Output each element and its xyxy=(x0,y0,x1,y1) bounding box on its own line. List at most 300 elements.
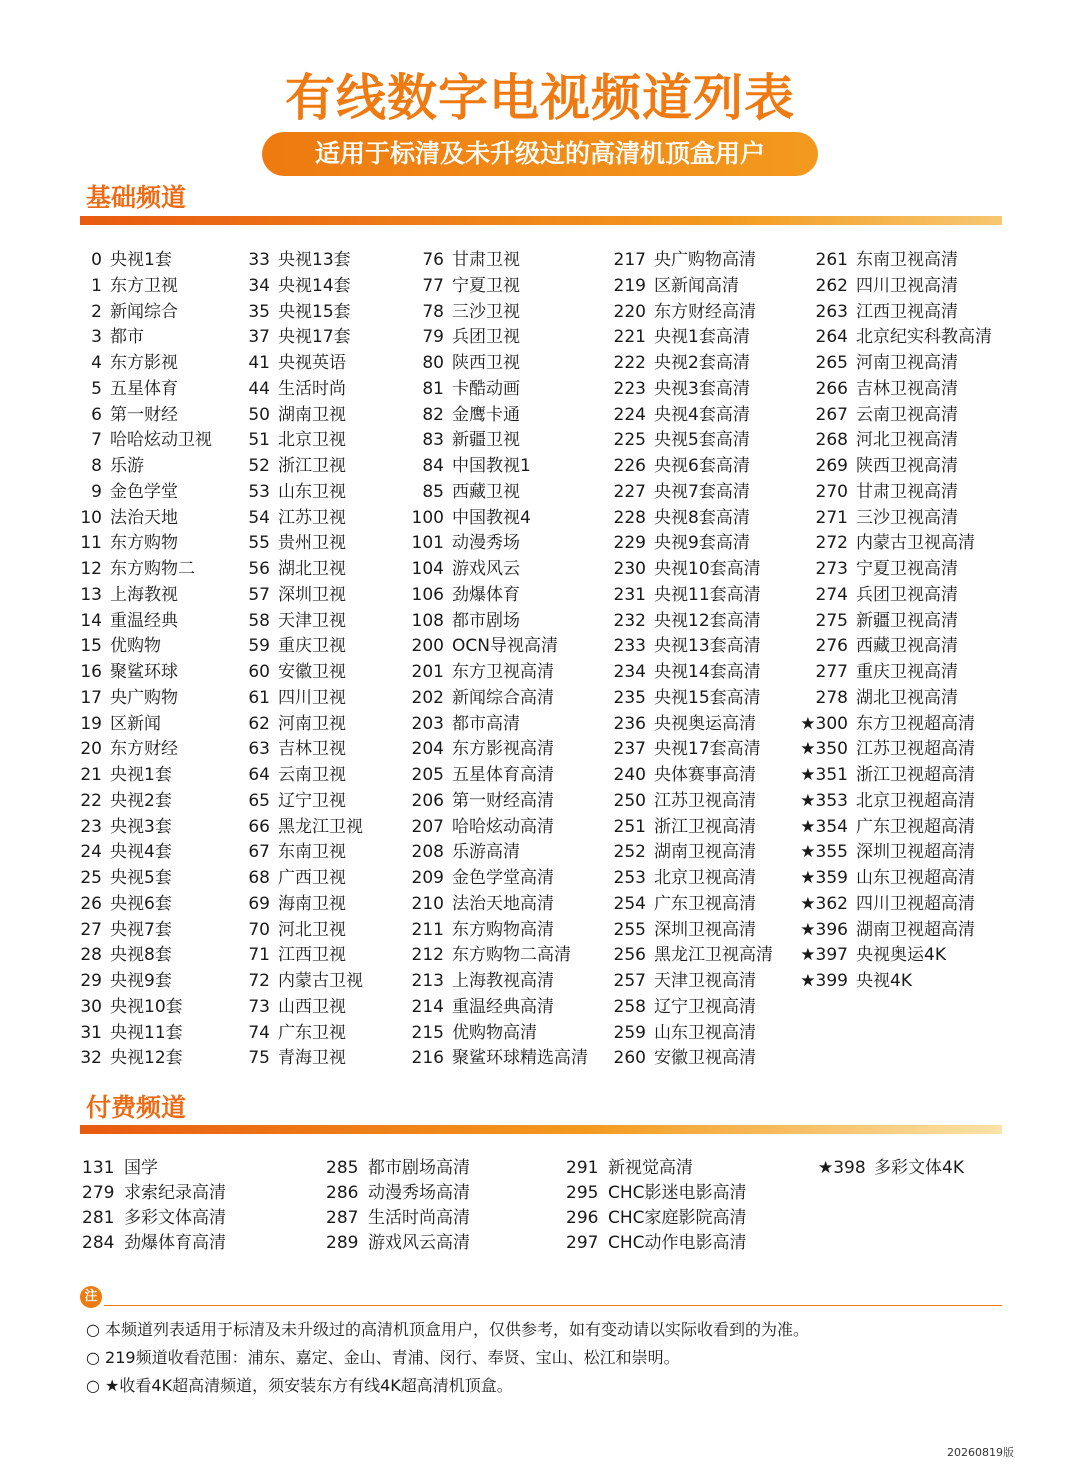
channel-number: 240 xyxy=(613,765,646,785)
channel-row xyxy=(80,943,212,969)
channel-number: 1 xyxy=(91,275,102,296)
channel-name: 央视9套高清 xyxy=(654,533,750,554)
channel-row xyxy=(246,248,363,274)
channel-name: 新闻综合 xyxy=(110,301,178,322)
channel-number: 56 xyxy=(248,559,270,579)
channel-row xyxy=(612,248,773,274)
channel-row xyxy=(410,763,588,789)
channel-name: 四川卫视 xyxy=(278,687,346,708)
channel-row xyxy=(80,377,212,403)
channel-name: 广东卫视超高清 xyxy=(856,816,975,837)
channel-name: 江西卫视 xyxy=(278,945,346,966)
channel-row xyxy=(246,274,363,300)
channel-name: 甘肃卫视高清 xyxy=(856,481,958,502)
channel-name: 央视6套高清 xyxy=(654,456,750,476)
channel-name: 央视14套高清 xyxy=(654,662,761,682)
channel-row xyxy=(246,737,363,763)
channel-row xyxy=(612,1021,773,1047)
channel-number: 267 xyxy=(815,404,848,425)
channel-row xyxy=(798,480,992,506)
channel-number: 63 xyxy=(248,739,270,760)
channel-row xyxy=(566,1206,747,1231)
channel-name: 北京卫视高清 xyxy=(654,868,756,888)
channel-name: 吉林卫视 xyxy=(278,739,346,760)
channel-row xyxy=(410,377,588,403)
channel-row xyxy=(798,918,992,944)
channel-name: 央视7套高清 xyxy=(654,481,750,502)
channel-name: 东方财经 xyxy=(110,739,178,760)
channel-row xyxy=(80,403,212,429)
channel-name: 优购物高清 xyxy=(452,1022,537,1043)
channel-name: 四川卫视高清 xyxy=(856,275,958,296)
channel-name: 生活时尚高清 xyxy=(368,1208,470,1228)
channel-name: 上海教视高清 xyxy=(452,971,554,991)
channel-name: 东方购物高清 xyxy=(452,919,554,940)
channel-row xyxy=(80,351,212,377)
channel-name: 央视11套 xyxy=(110,1022,183,1043)
channel-row xyxy=(410,892,588,918)
channel-name: 北京卫视 xyxy=(278,430,346,451)
channel-name: 动漫秀场高清 xyxy=(368,1183,470,1203)
channel-row xyxy=(326,1156,470,1181)
channel-number: 203 xyxy=(411,713,444,734)
channel-number: 278 xyxy=(815,687,848,708)
channel-name: 云南卫视高清 xyxy=(856,404,958,425)
channel-row xyxy=(798,737,992,763)
channel-row xyxy=(410,1046,588,1072)
channel-row xyxy=(566,1181,747,1206)
channel-number: 235 xyxy=(613,687,646,708)
channel-number: 276 xyxy=(815,636,848,657)
channel-number: 29 xyxy=(80,971,102,991)
channel-name: 央视17套高清 xyxy=(654,739,761,760)
channel-name: 浙江卫视高清 xyxy=(654,816,756,837)
channel-name: 浙江卫视 xyxy=(278,456,346,476)
channel-row xyxy=(246,1046,363,1072)
channel-number: 237 xyxy=(613,739,646,760)
channel-number: 217 xyxy=(613,250,646,270)
channel-row xyxy=(410,428,588,454)
channel-number: 32 xyxy=(80,1048,102,1069)
channel-row xyxy=(246,609,363,635)
channel-row xyxy=(798,248,992,274)
channel-number: 22 xyxy=(80,790,102,811)
channel-row xyxy=(410,866,588,892)
channel-number: 75 xyxy=(248,1048,270,1069)
channel-number: ★362 xyxy=(800,893,848,914)
channel-column xyxy=(326,1156,470,1256)
channel-row xyxy=(80,815,212,841)
channel-row xyxy=(612,377,773,403)
channel-row xyxy=(246,351,363,377)
channel-number: 201 xyxy=(411,662,444,682)
channel-row xyxy=(612,351,773,377)
channel-number: 229 xyxy=(613,533,646,554)
note-item: ○ 本频道列表适用于标清及未升级过的高清机顶盒用户，仅供参考，如有变动请以实际收看到的为准。 xyxy=(86,1320,810,1339)
channel-row xyxy=(798,712,992,738)
channel-number: 260 xyxy=(613,1048,646,1069)
channel-name: 乐游高清 xyxy=(452,842,520,863)
channel-name: 央视14套 xyxy=(278,275,351,296)
channel-number: 73 xyxy=(248,996,270,1017)
channel-number: 291 xyxy=(566,1158,599,1178)
channel-row xyxy=(410,737,588,763)
note-item: ○ 219频道收看范围：浦东、嘉定、金山、青浦、闵行、奉贤、宝山、松江和崇明。 xyxy=(86,1348,680,1367)
channel-name: 陕西卫视 xyxy=(452,353,520,373)
channel-name: 乐游 xyxy=(110,456,144,476)
channel-row xyxy=(326,1231,470,1256)
channel-name: 湖北卫视 xyxy=(278,559,346,579)
channel-row xyxy=(798,866,992,892)
channel-row xyxy=(80,892,212,918)
channel-row xyxy=(80,248,212,274)
channel-name: 央广购物高清 xyxy=(654,250,756,270)
channel-row xyxy=(612,634,773,660)
channel-row xyxy=(798,763,992,789)
channel-row xyxy=(798,943,992,969)
channel-name: 广东卫视 xyxy=(278,1022,346,1043)
channel-row xyxy=(612,557,773,583)
channel-number: 76 xyxy=(422,250,444,270)
channel-number: 60 xyxy=(248,662,270,682)
channel-name: CHC家庭影院高清 xyxy=(608,1208,747,1228)
channel-number: 200 xyxy=(411,636,444,657)
channel-row xyxy=(80,840,212,866)
channel-number: 25 xyxy=(80,868,102,888)
channel-row xyxy=(80,1021,212,1047)
channel-name: 中国教视1 xyxy=(452,456,531,476)
channel-number: 281 xyxy=(82,1208,115,1228)
channel-row xyxy=(612,609,773,635)
channel-name: 法治天地高清 xyxy=(452,893,554,914)
channel-row xyxy=(410,583,588,609)
channel-row xyxy=(410,969,588,995)
channel-number: 41 xyxy=(248,353,270,373)
channel-name: 深圳卫视 xyxy=(278,584,346,605)
channel-name: 贵州卫视 xyxy=(278,533,346,554)
channel-number: 12 xyxy=(80,559,102,579)
channel-row xyxy=(246,583,363,609)
channel-row xyxy=(798,634,992,660)
channel-number: 262 xyxy=(815,275,848,296)
channel-number: 214 xyxy=(411,996,444,1017)
channel-name: 东方卫视超高清 xyxy=(856,713,975,734)
channel-number: 71 xyxy=(248,945,270,966)
channel-number: 131 xyxy=(82,1158,115,1178)
channel-name: 央视奥运4K xyxy=(856,945,946,966)
channel-name: 央视8套高清 xyxy=(654,507,750,528)
channel-row xyxy=(80,969,212,995)
channel-name: 湖南卫视高清 xyxy=(654,842,756,863)
channel-number: 259 xyxy=(613,1022,646,1043)
channel-number: 231 xyxy=(613,584,646,605)
channel-number: 252 xyxy=(613,842,646,863)
channel-name: 海南卫视 xyxy=(278,893,346,914)
channel-number: 57 xyxy=(248,584,270,605)
channel-row xyxy=(246,403,363,429)
channel-name: 法治天地 xyxy=(110,507,178,528)
channel-number: 295 xyxy=(566,1183,599,1203)
channel-row xyxy=(80,428,212,454)
channel-number: 202 xyxy=(411,687,444,708)
channel-number: ★350 xyxy=(800,739,848,760)
channel-name: 都市 xyxy=(110,327,144,348)
channel-name: 区新闻高清 xyxy=(654,275,739,296)
channel-row xyxy=(246,815,363,841)
channel-row xyxy=(798,892,992,918)
channel-number: ★351 xyxy=(800,765,848,785)
channel-name: 江苏卫视超高清 xyxy=(856,739,975,760)
channel-name: 央视12套高清 xyxy=(654,610,761,631)
channel-number: 17 xyxy=(80,687,102,708)
channel-row xyxy=(82,1231,226,1256)
channel-number: 30 xyxy=(80,996,102,1017)
channel-row xyxy=(798,840,992,866)
channel-number: 255 xyxy=(613,919,646,940)
channel-row xyxy=(246,531,363,557)
channel-name: 重温经典高清 xyxy=(452,996,554,1017)
channel-row xyxy=(798,531,992,557)
channel-number: 253 xyxy=(613,868,646,888)
channel-number: 68 xyxy=(248,868,270,888)
channel-row xyxy=(80,995,212,1021)
channel-number: 108 xyxy=(411,610,444,631)
channel-number: 51 xyxy=(248,430,270,451)
channel-name: 兵团卫视高清 xyxy=(856,584,958,605)
channel-row xyxy=(246,995,363,1021)
channel-number: 64 xyxy=(248,765,270,785)
channel-name: 西藏卫视 xyxy=(452,481,520,502)
channel-name: 安徽卫视高清 xyxy=(654,1048,756,1069)
channel-row xyxy=(410,995,588,1021)
channel-name: 山东卫视高清 xyxy=(654,1022,756,1043)
channel-number: 270 xyxy=(815,481,848,502)
channel-row xyxy=(246,789,363,815)
channel-row xyxy=(82,1156,226,1181)
channel-name: CHC动作电影高清 xyxy=(608,1233,747,1253)
channel-name: 金色学堂 xyxy=(110,481,178,502)
channel-number: 251 xyxy=(613,816,646,837)
channel-row xyxy=(410,506,588,532)
channel-name: 湖北卫视高清 xyxy=(856,687,958,708)
channel-number: 272 xyxy=(815,533,848,554)
channel-row xyxy=(798,506,992,532)
channel-name: 新闻综合高清 xyxy=(452,687,554,708)
channel-row xyxy=(80,454,212,480)
channel-row xyxy=(80,737,212,763)
channel-number: 14 xyxy=(80,610,102,631)
channel-number: 230 xyxy=(613,559,646,579)
channel-row xyxy=(410,454,588,480)
channel-name: 云南卫视 xyxy=(278,765,346,785)
channel-row xyxy=(410,480,588,506)
channel-name: 新疆卫视高清 xyxy=(856,610,958,631)
channel-row xyxy=(612,454,773,480)
channel-name: 央视9套 xyxy=(110,971,172,991)
channel-row xyxy=(80,325,212,351)
channel-name: 动漫秀场 xyxy=(452,533,520,554)
channel-name: 央视奥运高清 xyxy=(654,713,756,734)
channel-row xyxy=(798,325,992,351)
channel-name: 央视2套高清 xyxy=(654,353,750,373)
channel-name: 央视8套 xyxy=(110,945,172,966)
channel-name: 央体赛事高清 xyxy=(654,765,756,785)
channel-number: ★398 xyxy=(818,1158,866,1178)
channel-column xyxy=(410,248,588,1072)
channel-name: 兵团卫视 xyxy=(452,327,520,348)
channel-number: 0 xyxy=(91,250,102,270)
channel-name: 河北卫视 xyxy=(278,919,346,940)
channel-number: 80 xyxy=(422,353,444,373)
channel-name: 多彩文体4K xyxy=(874,1158,964,1178)
channel-name: 聚鲨环球 xyxy=(110,662,178,682)
page-title: 有线数字电视频道列表 xyxy=(285,69,795,127)
channel-number: 66 xyxy=(248,816,270,837)
channel-name: 山西卫视 xyxy=(278,996,346,1017)
channel-row xyxy=(410,943,588,969)
channel-number: 206 xyxy=(411,790,444,811)
channel-row xyxy=(80,789,212,815)
channel-number: 84 xyxy=(422,456,444,476)
channel-row xyxy=(80,480,212,506)
channel-number: 10 xyxy=(80,507,102,528)
channel-name: 央视英语 xyxy=(278,353,346,373)
channel-name: 央视15套高清 xyxy=(654,687,761,708)
note-item: ○ ★收看4K超高清频道，须安装东方有线4K超高清机顶盒。 xyxy=(86,1376,513,1395)
channel-number: 284 xyxy=(82,1233,115,1253)
channel-row xyxy=(410,248,588,274)
channel-row xyxy=(246,428,363,454)
channel-name: 都市剧场 xyxy=(452,610,520,631)
channel-number: 53 xyxy=(248,481,270,502)
channel-row xyxy=(798,428,992,454)
channel-number: 297 xyxy=(566,1233,599,1253)
channel-number: 216 xyxy=(411,1048,444,1069)
channel-row xyxy=(410,1021,588,1047)
channel-name: 湖南卫视 xyxy=(278,404,346,425)
channel-number: 26 xyxy=(80,893,102,914)
channel-number: ★399 xyxy=(800,971,848,991)
channel-row xyxy=(246,634,363,660)
channel-name: 青海卫视 xyxy=(278,1048,346,1069)
channel-number: 82 xyxy=(422,404,444,425)
channel-row xyxy=(798,815,992,841)
channel-row xyxy=(80,634,212,660)
version-label: 20260819版 xyxy=(947,1446,1014,1459)
channel-name: 湖南卫视超高清 xyxy=(856,919,975,940)
channel-name: 东方影视 xyxy=(110,353,178,373)
channel-row xyxy=(80,686,212,712)
channel-row xyxy=(612,866,773,892)
channel-name: 三沙卫视 xyxy=(452,301,520,322)
page-subtitle-banner: 适用于标清及未升级过的高清机顶盒用户 xyxy=(262,132,818,176)
channel-row xyxy=(612,840,773,866)
channel-number: 224 xyxy=(613,404,646,425)
channel-number: 236 xyxy=(613,713,646,734)
channel-number: 210 xyxy=(411,893,444,914)
channel-name: 东方财经高清 xyxy=(654,301,756,322)
channel-name: 新疆卫视 xyxy=(452,430,520,451)
channel-row xyxy=(80,300,212,326)
channel-number: 207 xyxy=(411,816,444,837)
channel-number: 4 xyxy=(91,353,102,373)
channel-number: 101 xyxy=(411,533,444,554)
channel-row xyxy=(410,274,588,300)
channel-number: 254 xyxy=(613,893,646,914)
channel-row xyxy=(798,686,992,712)
channel-row xyxy=(410,403,588,429)
channel-name: 辽宁卫视 xyxy=(278,790,346,811)
channel-row xyxy=(612,583,773,609)
channel-row xyxy=(798,609,992,635)
channel-number: 85 xyxy=(422,481,444,502)
channel-number: 21 xyxy=(80,765,102,785)
channel-row xyxy=(798,300,992,326)
channel-row xyxy=(80,557,212,583)
channel-row xyxy=(410,351,588,377)
channel-name: 深圳卫视超高清 xyxy=(856,842,975,863)
channel-name: 吉林卫视高清 xyxy=(856,378,958,399)
basic-section-title: 基础频道 xyxy=(86,183,187,212)
channel-name: 山东卫视 xyxy=(278,481,346,502)
channel-row xyxy=(612,815,773,841)
channel-number: 55 xyxy=(248,533,270,554)
channel-name: 广西卫视 xyxy=(278,868,346,888)
channel-row xyxy=(612,274,773,300)
channel-row xyxy=(80,274,212,300)
channel-number: 285 xyxy=(326,1158,359,1178)
channel-row xyxy=(246,660,363,686)
channel-name: 央视1套 xyxy=(110,250,172,270)
channel-name: 游戏风云 xyxy=(452,559,520,579)
channel-number: 275 xyxy=(815,610,848,631)
channel-number: ★353 xyxy=(800,790,848,811)
channel-row xyxy=(80,1046,212,1072)
channel-row xyxy=(612,660,773,686)
channel-number: 205 xyxy=(411,765,444,785)
channel-row xyxy=(246,377,363,403)
channel-name: 北京纪实科教高清 xyxy=(856,327,992,348)
channel-name: 哈哈炫动高清 xyxy=(452,816,554,837)
channel-number: 52 xyxy=(248,456,270,476)
channel-row xyxy=(246,892,363,918)
channel-name: 宁夏卫视高清 xyxy=(856,559,958,579)
channel-row xyxy=(246,712,363,738)
channel-name: 央视13套 xyxy=(278,250,351,270)
channel-name: 黑龙江卫视高清 xyxy=(654,945,773,966)
channel-name: 天津卫视 xyxy=(278,610,346,631)
channel-number: 106 xyxy=(411,584,444,605)
channel-name: 宁夏卫视 xyxy=(452,275,520,296)
channel-row xyxy=(612,892,773,918)
channel-name: OCN导视高清 xyxy=(452,636,558,657)
channel-number: 220 xyxy=(613,301,646,322)
channel-number: 261 xyxy=(815,250,848,270)
channel-number: 279 xyxy=(82,1183,115,1203)
channel-number: 3 xyxy=(91,327,102,348)
channel-row xyxy=(80,583,212,609)
channel-name: 东方影视高清 xyxy=(452,739,554,760)
channel-number: 6 xyxy=(91,404,102,425)
channel-name: 劲爆体育 xyxy=(452,584,520,605)
channel-name: 山东卫视超高清 xyxy=(856,868,975,888)
channel-name: 河南卫视高清 xyxy=(856,353,958,373)
channel-name: 江苏卫视高清 xyxy=(654,790,756,811)
channel-name: 甘肃卫视 xyxy=(452,250,520,270)
channel-row xyxy=(612,325,773,351)
channel-number: ★355 xyxy=(800,842,848,863)
channel-row xyxy=(798,789,992,815)
